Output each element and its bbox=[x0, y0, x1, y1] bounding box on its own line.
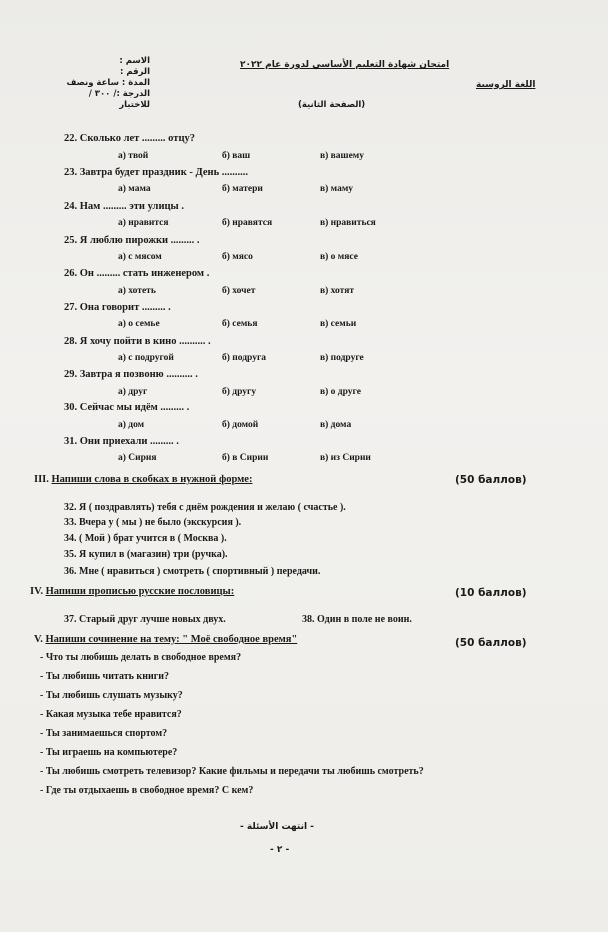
option-a: а) с мясом bbox=[118, 252, 162, 262]
question-29: 29. Завтра я позвоню .......... . bbox=[64, 369, 198, 380]
section-title: Напиши сочинение на тему: " Моё свободное время" bbox=[45, 634, 298, 645]
section-4-points: (10 баллов) bbox=[455, 587, 527, 599]
question-25: 25. Я люблю пирожки ......... . bbox=[64, 235, 200, 246]
section-title: Напиши слова в скобках в нужной форме: bbox=[51, 474, 253, 485]
exercise-32: 32. Я ( поздравлять) тебя с днём рождения и желаю ( счастье ). bbox=[64, 502, 346, 513]
option-c: в) подруге bbox=[320, 353, 364, 363]
section-title: Напиши прописью русские пословицы: bbox=[45, 586, 235, 597]
question-22: 22. Сколько лет ......... отцу? bbox=[64, 133, 195, 144]
section-3-points: (50 баллов) bbox=[455, 474, 527, 486]
option-b: б) другу bbox=[222, 387, 257, 397]
option-c: в) из Сирии bbox=[320, 453, 371, 463]
essay-prompt: - Ты любишь слушать музыку? bbox=[40, 690, 183, 701]
essay-prompt: - Что ты любишь делать в свободное время? bbox=[40, 652, 242, 663]
question-27: 27. Она говорит ......... . bbox=[64, 302, 171, 313]
section-5-heading bbox=[34, 634, 297, 645]
proverb-37: 37. Старый друг лучше новых двух. bbox=[64, 614, 226, 625]
exercise-36: 36. Мне ( нравиться ) смотреть ( спортивный ) передачи. bbox=[64, 566, 321, 577]
option-b: б) хочет bbox=[222, 286, 256, 296]
option-c: в) дома bbox=[320, 420, 352, 430]
end-of-questions: - انتهت الأسئلة - bbox=[240, 822, 314, 832]
section-4-heading bbox=[30, 586, 234, 597]
essay-prompt: - Ты играешь на компьютере? bbox=[40, 747, 178, 758]
question-30: 30. Сейчас мы идём ......... . bbox=[64, 402, 190, 413]
question-23: 23. Завтра будет праздник - День .......... bbox=[64, 167, 249, 178]
option-c: в) вашему bbox=[320, 151, 365, 161]
option-a: а) нравится bbox=[118, 218, 169, 228]
option-b: б) ваш bbox=[222, 151, 251, 161]
option-a: а) мама bbox=[118, 184, 151, 194]
exam-header bbox=[0, 50, 608, 120]
exam-title: امتحان شهادة التعليم الأساسي لدورة عام ٢٠٢٢ bbox=[240, 60, 450, 70]
option-c: в) о друге bbox=[320, 387, 361, 397]
option-a: а) дом bbox=[118, 420, 145, 430]
section-3-heading bbox=[34, 474, 252, 485]
option-a: а) хотеть bbox=[118, 286, 156, 296]
option-c: в) нравиться bbox=[320, 218, 376, 228]
essay-prompt: - Ты любишь смотреть телевизор? Какие фильмы и передачи ты любишь смотреть? bbox=[40, 766, 424, 777]
option-b: б) матери bbox=[222, 184, 263, 194]
name-field: الاسم : bbox=[119, 56, 150, 66]
option-c: в) маму bbox=[320, 184, 354, 194]
essay-prompt: - Какая музыка тебе нравится? bbox=[40, 709, 182, 720]
proverb-38: 38. Один в поле не воин. bbox=[302, 614, 412, 625]
option-b: б) подруга bbox=[222, 353, 267, 363]
exercise-35: 35. Я купил в (магазин) три (ручка). bbox=[64, 549, 228, 560]
section-number: III. bbox=[34, 474, 49, 485]
option-a: а) о семье bbox=[118, 319, 160, 329]
exercise-34: 34. ( Мой ) брат учится в ( Москва ). bbox=[64, 533, 227, 544]
option-a: а) Сирия bbox=[118, 453, 157, 463]
option-a: а) друг bbox=[118, 387, 148, 397]
number-field: الرقم : bbox=[120, 67, 150, 77]
option-a: а) твой bbox=[118, 151, 149, 161]
subject-label: اللغة الروسية bbox=[476, 80, 536, 90]
candidate-info bbox=[60, 56, 150, 111]
option-b: б) домой bbox=[222, 420, 259, 430]
question-26: 26. Он ......... стать инженером . bbox=[64, 268, 210, 279]
option-c: в) о мясе bbox=[320, 252, 358, 262]
option-b: б) нравятся bbox=[222, 218, 273, 228]
option-a: а) с подругой bbox=[118, 353, 174, 363]
section-number: IV. bbox=[30, 586, 43, 597]
option-b: б) в Сирии bbox=[222, 453, 269, 463]
option-c: в) хотят bbox=[320, 286, 355, 296]
option-c: в) семьи bbox=[320, 319, 357, 329]
option-b: б) мясо bbox=[222, 252, 253, 262]
essay-prompt: - Ты занимаешься спортом? bbox=[40, 728, 168, 739]
grade-field: الدرجة :/ ٣٠٠ / للاختبار bbox=[88, 89, 150, 110]
essay-prompt: - Где ты отдыхаешь в свободное время? С кем? bbox=[40, 785, 254, 796]
section-number: V. bbox=[34, 634, 43, 645]
option-b: б) семья bbox=[222, 319, 258, 329]
question-24: 24. Нам ......... эти улицы . bbox=[64, 201, 184, 212]
page-subtitle: (الصفحة الثانية) bbox=[298, 100, 366, 110]
exercise-33: 33. Вчера у ( мы ) не было (экскурсия ). bbox=[64, 517, 242, 528]
duration-field: المدة : ساعة ونصف bbox=[66, 78, 150, 88]
page-number: - ٢ - bbox=[270, 845, 290, 855]
question-28: 28. Я хочу пойти в кино .......... . bbox=[64, 336, 211, 347]
question-31: 31. Они приехали ......... . bbox=[64, 436, 179, 447]
section-5-points: (50 баллов) bbox=[455, 637, 527, 649]
essay-prompt: - Ты любишь читать книги? bbox=[40, 671, 170, 682]
